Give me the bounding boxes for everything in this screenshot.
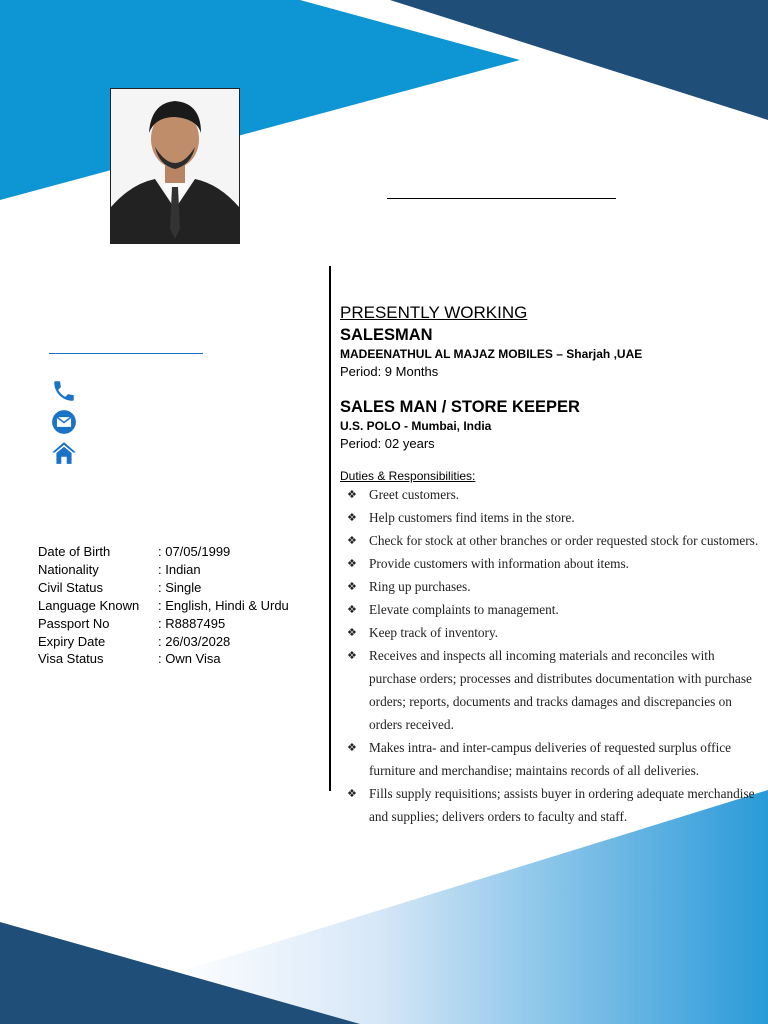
job-entry [340, 396, 765, 453]
personal-row-passport [38, 615, 289, 633]
duty-text: Keep track of inventory. [369, 625, 499, 640]
diamond-bullet-icon: ❖ [347, 488, 357, 501]
profile-photo [110, 88, 240, 244]
personal-value: : Indian [158, 561, 201, 577]
diamond-bullet-icon: ❖ [347, 603, 357, 616]
mail-icon [50, 409, 78, 435]
diamond-bullet-icon: ❖ [347, 534, 357, 547]
duty-text: Receives and inspects all incoming materials and reconciles with purchase orders; processes and distributes documentation with purchase orders; reports, documents and tracks damages and discrepancies on orders received. [369, 648, 752, 732]
diamond-bullet-icon: ❖ [347, 787, 357, 800]
duty-item [340, 483, 765, 506]
contact-divider [49, 353, 203, 354]
personal-label: Visa Status [38, 651, 104, 667]
duty-item [340, 782, 765, 828]
name-underline [387, 198, 616, 199]
diamond-bullet-icon: ❖ [347, 580, 357, 593]
duty-item [340, 529, 765, 552]
duty-text: Fills supply requisitions; assists buyer in ordering adequate merchandise and supplies; delivers orders to faculty and staff. [369, 786, 755, 824]
duties-heading: Duties & Responsibilities: [340, 469, 476, 483]
duty-text: Greet customers. [369, 487, 460, 502]
job-company: MADEENATHUL AL MAJAZ MOBILES – Sharjah ,UAE [340, 347, 643, 361]
duty-text: Check for stock at other branches or order requested stock for customers. [369, 533, 759, 548]
personal-label: Civil Status [38, 579, 104, 595]
duty-item [340, 598, 765, 621]
duty-item [340, 506, 765, 529]
duty-text: Makes intra- and inter-campus deliveries of requested surplus office furniture and merchandise; maintains records of all deliveries. [369, 740, 732, 778]
job-period: Period: 02 years [340, 436, 435, 451]
phone-icon [50, 378, 78, 404]
personal-label: Nationality [38, 561, 99, 577]
personal-row-languages [38, 597, 289, 615]
section-title: PRESENTLY WORKING [340, 303, 528, 322]
experience-section [340, 302, 765, 828]
personal-value: : R8887495 [158, 615, 226, 631]
personal-row-visa [38, 650, 289, 668]
column-divider [329, 266, 331, 791]
job-title: SALESMAN [340, 326, 433, 344]
duty-text: Help customers find items in the store. [369, 510, 575, 525]
personal-label: Passport No [38, 615, 110, 631]
diamond-bullet-icon: ❖ [347, 741, 357, 754]
personal-details [38, 543, 289, 668]
personal-row-dob [38, 543, 289, 561]
top-left-blue-shape [0, 0, 520, 200]
diamond-bullet-icon: ❖ [347, 511, 357, 524]
personal-value: : Own Visa [158, 651, 221, 667]
duty-item [340, 736, 765, 782]
duty-item [340, 621, 765, 644]
personal-label: Language Known [38, 597, 140, 613]
job-company: U.S. POLO - Mumbai, India [340, 419, 492, 433]
job-period: Period: 9 Months [340, 364, 439, 379]
diamond-bullet-icon: ❖ [347, 557, 357, 570]
duty-item [340, 644, 765, 736]
duty-item [340, 575, 765, 598]
personal-value: : 26/03/2028 [158, 633, 231, 649]
personal-label: Expiry Date [38, 633, 106, 649]
duty-text: Provide customers with information about items. [369, 556, 629, 571]
personal-row-civil-status [38, 579, 289, 597]
job-entry [340, 324, 765, 381]
home-icon [50, 440, 78, 466]
personal-row-nationality [38, 561, 289, 579]
personal-value: : Single [158, 579, 202, 595]
diamond-bullet-icon: ❖ [347, 649, 357, 662]
diamond-bullet-icon: ❖ [347, 626, 357, 639]
personal-value: : 07/05/1999 [158, 544, 231, 559]
personal-label: Date of Birth [38, 544, 111, 559]
job-title: SALES MAN / STORE KEEPER [340, 398, 580, 416]
personal-value: : English, Hindi & Urdu [158, 597, 289, 613]
personal-row-expiry [38, 633, 289, 651]
duty-text: Elevate complaints to management. [369, 602, 559, 617]
duties-list [340, 483, 765, 828]
duty-text: Ring up purchases. [369, 579, 471, 594]
duty-item [340, 552, 765, 575]
person-silhouette-icon [111, 89, 239, 243]
